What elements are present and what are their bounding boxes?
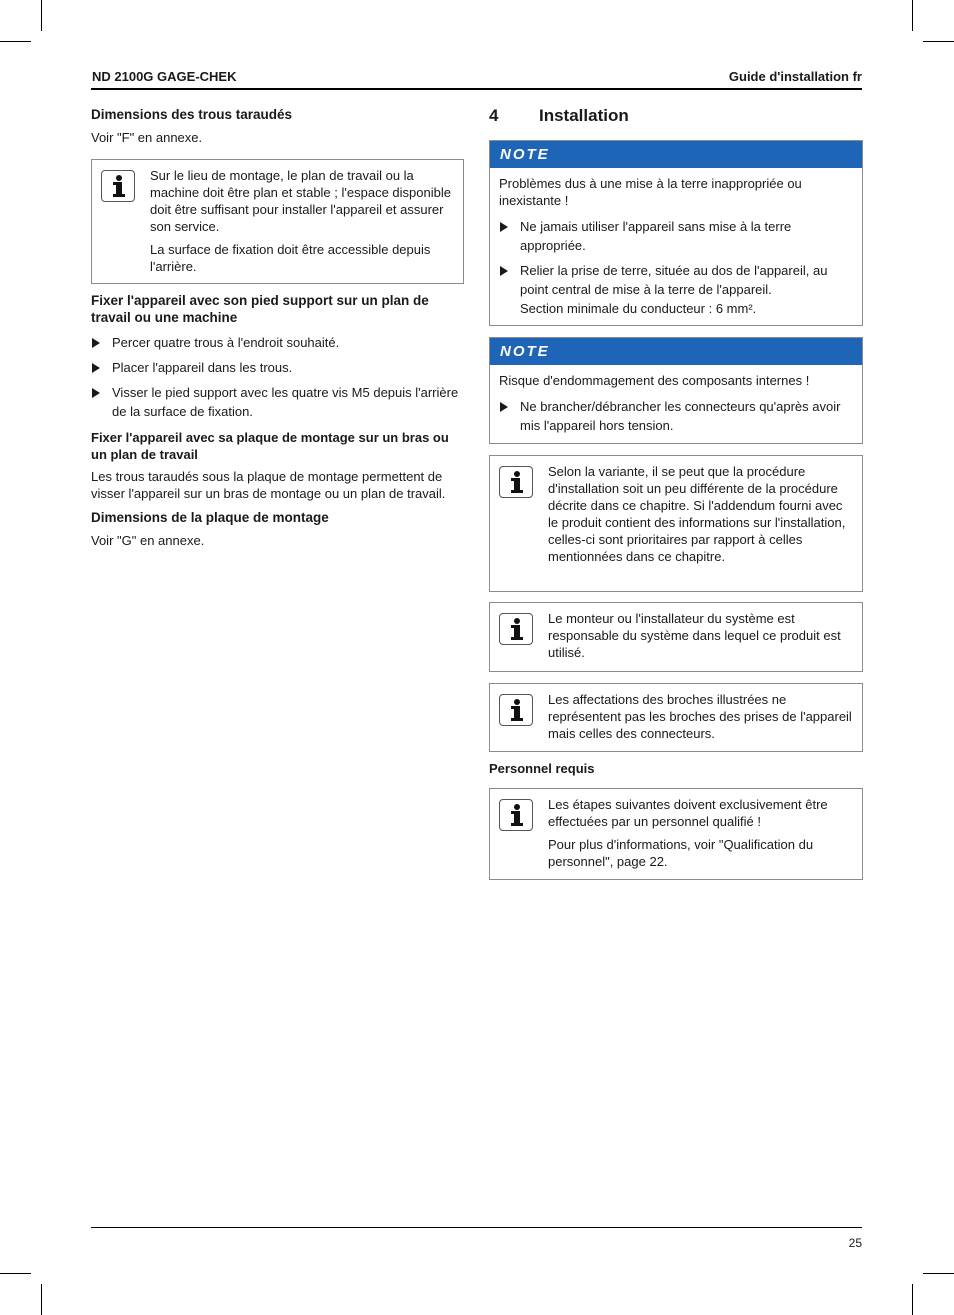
right-column xyxy=(489,106,863,880)
info-variant-text: Selon la variante, il se peut que la procédure d'installation soit un peu différente de la procédure décrite dans ce chapitre. Si l'addendum fourni avec le produit contient des informations sur l'installation, celles-ci sont prioritaires par rapport à celles mentionnées dans ce chapitre. xyxy=(548,464,846,564)
crop-mark xyxy=(0,1273,31,1274)
crop-mark xyxy=(923,1273,954,1274)
note-label: NOTE xyxy=(490,338,862,365)
info-mounting-text-2: La surface de fixation doit être accessible depuis l'arrière. xyxy=(150,242,431,274)
conductor-section: Section minimale du conducteur : 6 mm². xyxy=(520,301,757,316)
fix-plate-heading: Fixer l'appareil avec sa plaque de montage sur un bras ou un plan de travail xyxy=(91,430,449,462)
section-heading xyxy=(489,106,863,128)
bullet-arrow-icon xyxy=(92,388,100,398)
info-box-variant xyxy=(489,455,863,592)
note-intro: Risque d'endommagement des composants internes ! xyxy=(499,373,810,388)
bullet-arrow-icon xyxy=(500,266,508,276)
info-box-pins xyxy=(489,683,863,752)
fix-plate-text: Les trous taraudés sous la plaque de montage permettent de visser l'appareil sur un bras de montage ou un plan de travail. xyxy=(91,469,446,501)
bullet-arrow-icon xyxy=(92,338,100,348)
fix-stand-steps xyxy=(91,333,464,421)
info-box-installer xyxy=(489,602,863,672)
info-box-mounting xyxy=(91,159,464,284)
section-title: Installation xyxy=(539,106,629,125)
personnel-text-2: Pour plus d'informations, voir "Qualification du personnel", page 22. xyxy=(548,837,814,869)
tapped-holes-text: Voir "F" en annexe. xyxy=(91,130,203,145)
guide-title: Guide d'installation fr xyxy=(728,69,862,84)
personnel-text-1: Les étapes suivantes doivent exclusivement être effectuées par un personnel qualifié ! xyxy=(548,797,828,829)
page-header xyxy=(91,68,862,90)
list-item: Ne jamais utiliser l'appareil sans mise à la terre appropriée. xyxy=(499,217,853,255)
info-installer-text: Le monteur ou l'installateur du système est responsable du système dans lequel ce produit est utilisé. xyxy=(548,611,841,660)
page-number: 25 xyxy=(848,1236,862,1250)
bullet-arrow-icon xyxy=(92,363,100,373)
plate-dimensions-text: Voir "G" en annexe. xyxy=(91,533,205,548)
note-intro: Problèmes dus à une mise à la terre inappropriée ou inexistante ! xyxy=(499,176,802,208)
note-box-grounding xyxy=(489,140,863,326)
crop-mark xyxy=(41,1284,42,1315)
section-number: 4 xyxy=(489,106,499,125)
list-item: Placer l'appareil dans les trous. xyxy=(91,358,464,377)
list-item: Percer quatre trous à l'endroit souhaité. xyxy=(91,333,464,352)
left-column xyxy=(91,106,464,549)
note-steps xyxy=(499,397,853,435)
product-name: ND 2100G GAGE-CHEK xyxy=(92,69,237,84)
info-pins-text: Les affectations des broches illustrées ne représentent pas les broches des prises de l'appareil mais celles des connecteurs. xyxy=(548,692,852,741)
personnel-heading: Personnel requis xyxy=(489,761,595,776)
tapped-holes-heading: Dimensions des trous taraudés xyxy=(91,107,293,122)
info-icon xyxy=(499,799,533,831)
info-icon xyxy=(499,466,533,498)
crop-mark xyxy=(0,41,31,42)
list-item: Visser le pied support avec les quatre vis M5 depuis l'arrière de la surface de fixation. xyxy=(91,383,464,421)
note-label: NOTE xyxy=(490,141,862,168)
crop-mark xyxy=(912,0,913,31)
info-box-personnel xyxy=(489,788,863,880)
info-icon xyxy=(499,694,533,726)
crop-mark xyxy=(41,0,42,31)
bullet-arrow-icon xyxy=(500,222,508,232)
info-icon xyxy=(499,613,533,645)
note-box-components xyxy=(489,337,863,444)
fix-stand-heading: Fixer l'appareil avec son pied support sur un plan de travail ou une machine xyxy=(91,293,429,325)
note-steps xyxy=(499,217,853,318)
list-item: Relier la prise de terre, située au dos de l'appareil, au point central de mise à la terre de l'appareil. Section minimale du conducteur : 6 mm². xyxy=(499,261,853,318)
crop-mark xyxy=(923,41,954,42)
info-icon xyxy=(101,170,135,202)
crop-mark xyxy=(912,1284,913,1315)
list-item: Ne brancher/débrancher les connecteurs qu'après avoir mis l'appareil hors tension. xyxy=(499,397,853,435)
bullet-arrow-icon xyxy=(500,402,508,412)
footer-rule xyxy=(91,1227,862,1228)
plate-dimensions-heading: Dimensions de la plaque de montage xyxy=(91,510,329,525)
info-mounting-text-1: Sur le lieu de montage, le plan de travail ou la machine doit être plan et stable ; l'espace disponible doit être suffisant pour installer l'appareil et assurer son service. xyxy=(150,168,451,234)
